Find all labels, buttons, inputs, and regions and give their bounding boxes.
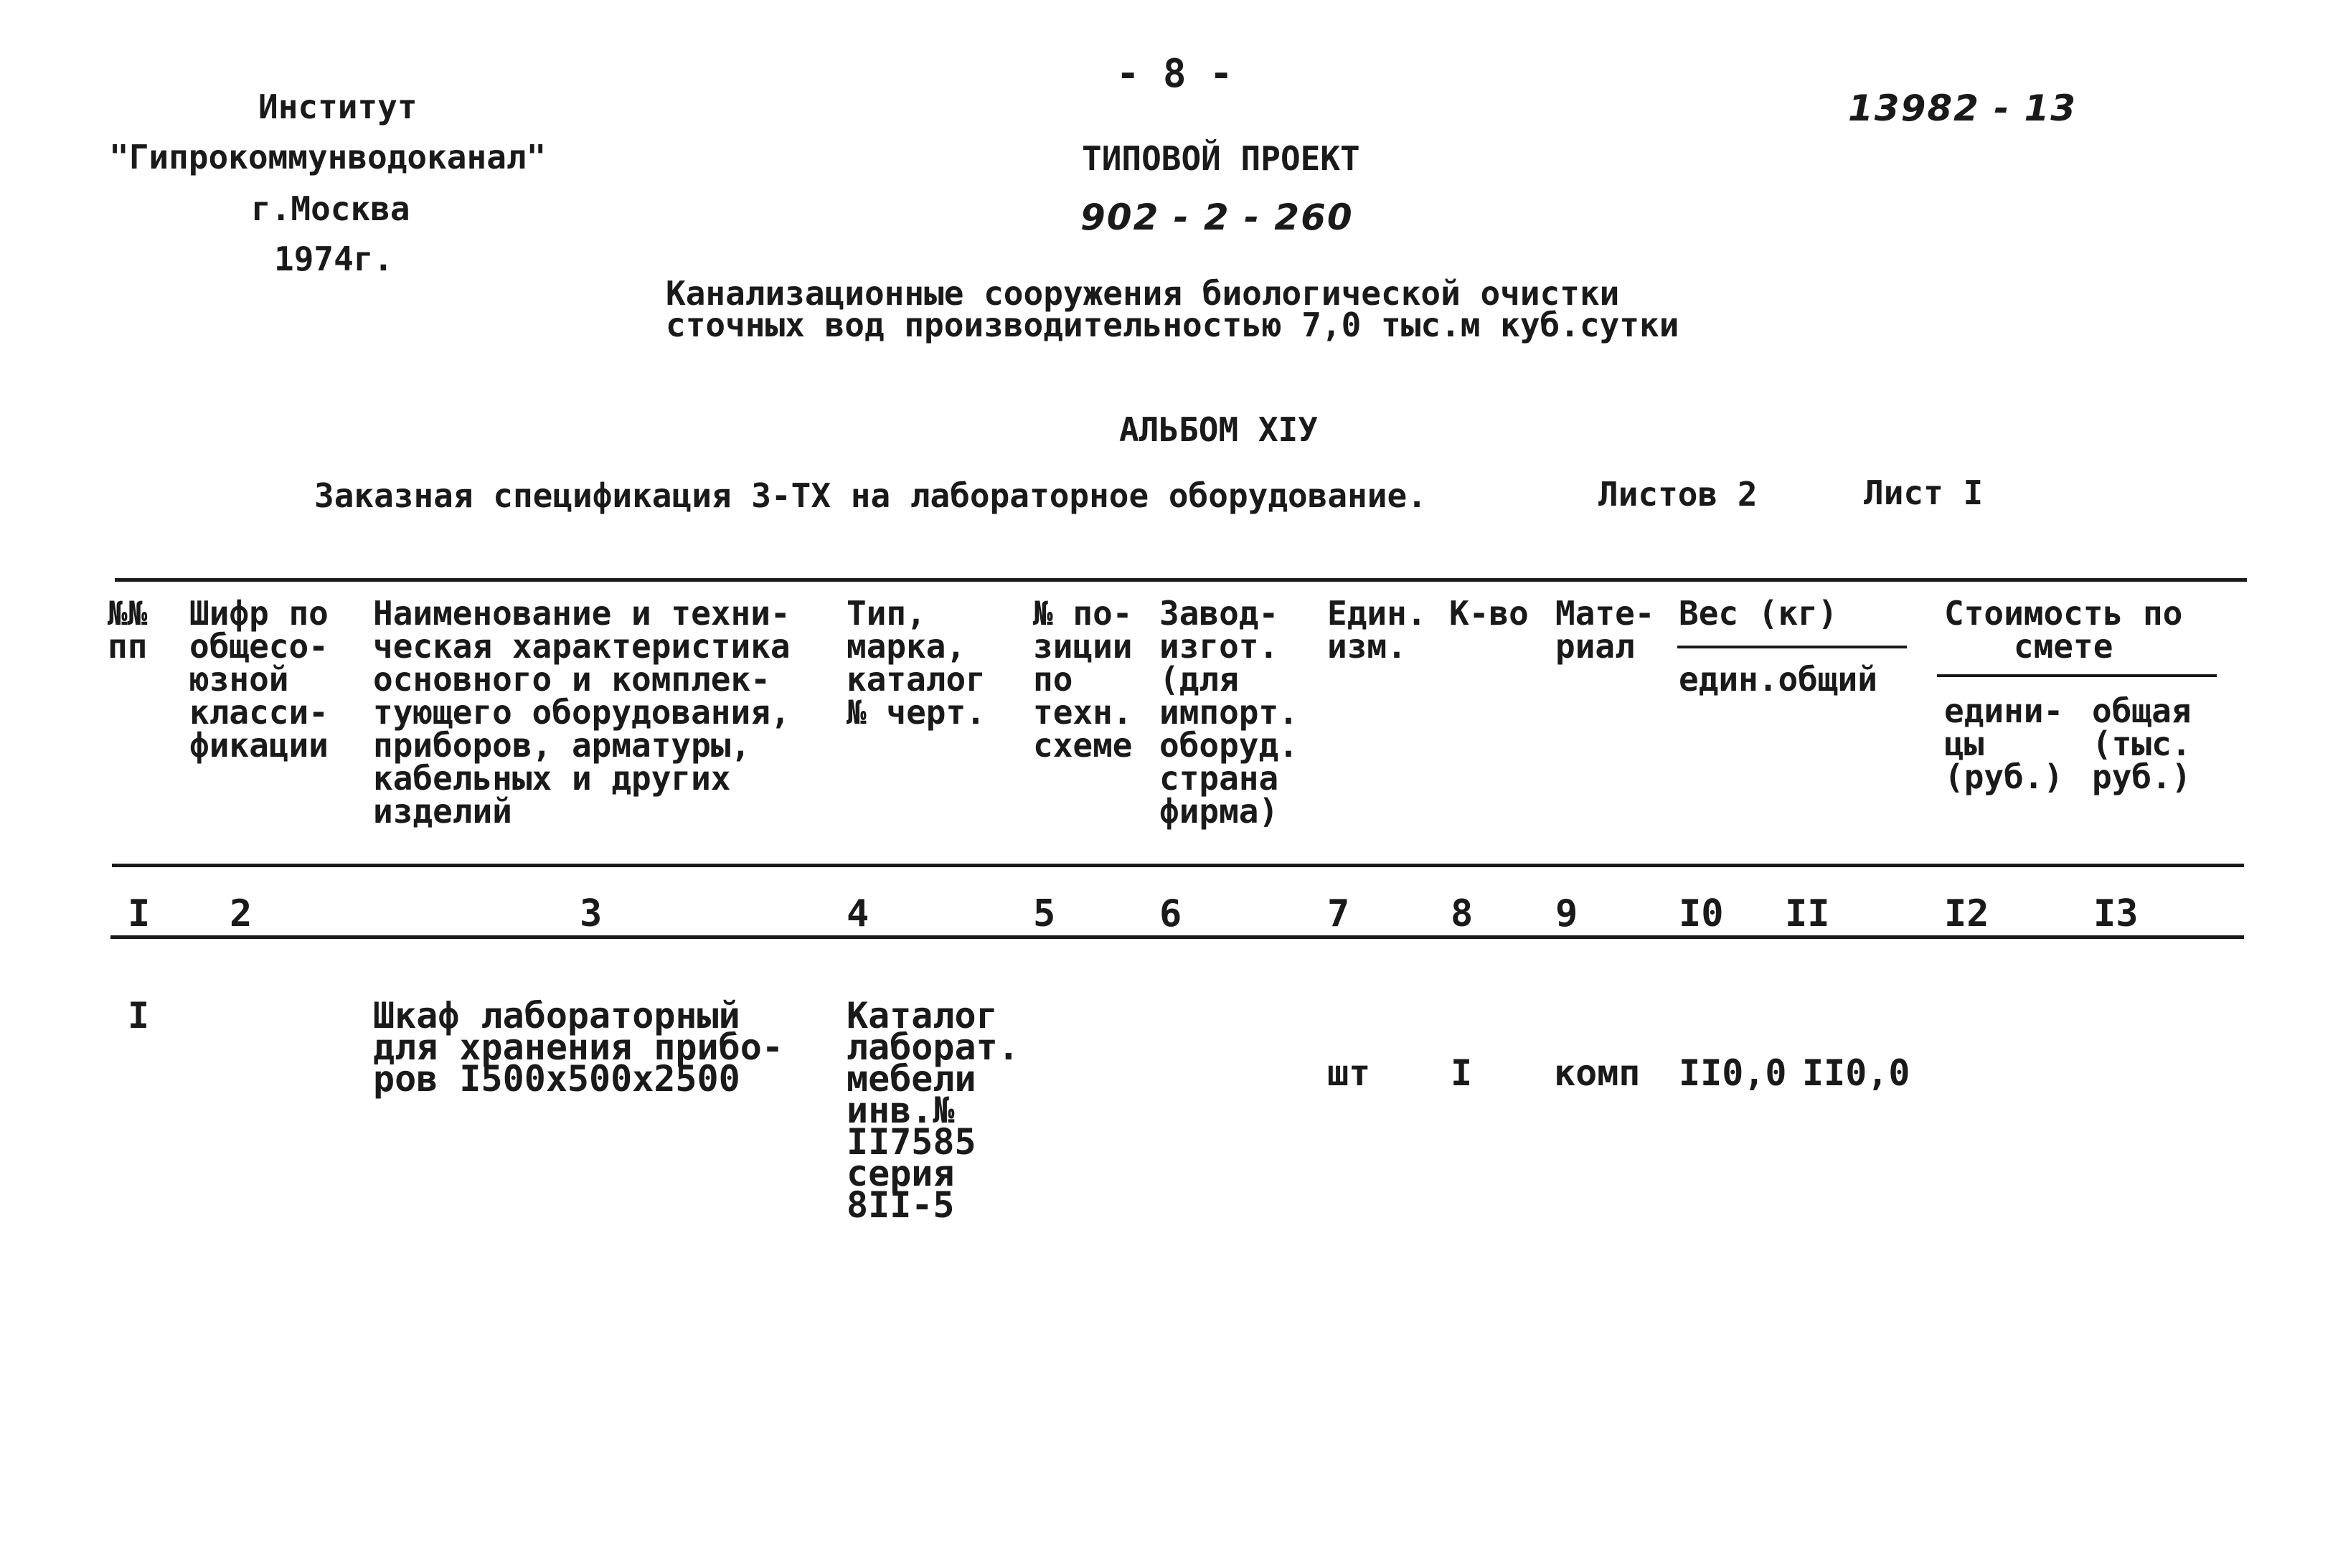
institute-name: Институт	[258, 88, 418, 126]
column-number: I0	[1679, 892, 1724, 935]
page-number: - 8 -	[1116, 51, 1233, 96]
subject-line-2: сточных вод производительностью 7,0 тыс.м куб.сутки	[666, 306, 1679, 344]
document-number: 13982 - 13	[1848, 88, 2078, 129]
row-weight-unit: II0,0	[1679, 1052, 1787, 1094]
column-number: 5	[1033, 892, 1056, 935]
column-number: I2	[1944, 892, 1989, 935]
column-number: I	[128, 892, 151, 935]
header-col-1: №№ пп	[108, 594, 148, 666]
column-number: 6	[1159, 892, 1182, 935]
header-col-8: К-во	[1449, 594, 1529, 633]
column-number: 7	[1327, 892, 1350, 935]
institute-org: "Гипрокоммунводоканал"	[109, 138, 547, 176]
header-col-2: Шифр по общесо- юзной класси- фикации	[189, 594, 329, 765]
row-weight-total: II0,0	[1802, 1052, 1910, 1094]
header-cost: Стоимость по смете	[1944, 594, 2183, 666]
album-title: АЛЬБОМ XIУ	[1119, 410, 1318, 449]
header-col-4: Тип, марка, каталог № черт.	[847, 594, 986, 732]
column-number: 3	[580, 892, 603, 935]
header-cost-total: общая (тыс. руб.)	[2092, 691, 2192, 796]
institute-year: 1974г.	[274, 240, 394, 278]
column-number: 8	[1451, 892, 1474, 935]
column-number: 9	[1555, 892, 1578, 935]
spec-title: Заказная спецификация 3-ТХ на лабораторное оборудование.	[314, 476, 1427, 515]
header-col-3: Наименование и техни- ческая характеристика основного и комплек- тующего оборудования, приборов, арматуры, кабельных и других изделий	[373, 594, 791, 831]
row-name: Шкаф лабораторный для хранения прибо- ров I500х500х2500	[373, 995, 783, 1100]
table-top-rule	[115, 578, 2247, 582]
column-number: 2	[230, 892, 253, 935]
row-number: I	[128, 995, 150, 1036]
header-cost-unit: едини- цы (руб.)	[1944, 691, 2064, 796]
column-number: I3	[2093, 892, 2139, 935]
cost-rule	[1937, 674, 2217, 677]
header-col-7: Един. изм.	[1327, 594, 1427, 666]
header-weight-sub: един.общий	[1679, 660, 1877, 699]
row-unit: шт	[1327, 1052, 1371, 1094]
header-bottom-rule	[112, 864, 2244, 867]
column-numbers-rule	[110, 935, 2244, 939]
sheets-total: Листов 2	[1598, 475, 1758, 514]
header-col-5: № по- зиции по техн. схеме	[1033, 594, 1133, 765]
project-code: 902 - 2 - 260	[1080, 197, 1354, 238]
sheet-current: Лист I	[1864, 473, 1984, 512]
column-number: 4	[847, 892, 869, 935]
subject-line-1: Канализационные сооружения биологической очистки	[666, 274, 1620, 313]
weight-rule	[1677, 646, 1907, 648]
header-col-6: Завод- изгот. (для импорт. оборуд. страна фирма)	[1159, 594, 1298, 831]
row-type: Каталог лаборат. мебели инв.№ II7585 серия 8II-5	[847, 995, 1019, 1226]
header-weight: Вес (кг)	[1679, 594, 1838, 633]
institute-city: г.Москва	[251, 189, 410, 228]
row-material: комп	[1554, 1052, 1641, 1094]
column-number: II	[1785, 892, 1830, 935]
row-quantity: I	[1451, 1052, 1473, 1094]
header-col-9: Мате- риал	[1555, 594, 1655, 666]
project-label: ТИПОВОЙ ПРОЕКТ	[1082, 139, 1360, 178]
